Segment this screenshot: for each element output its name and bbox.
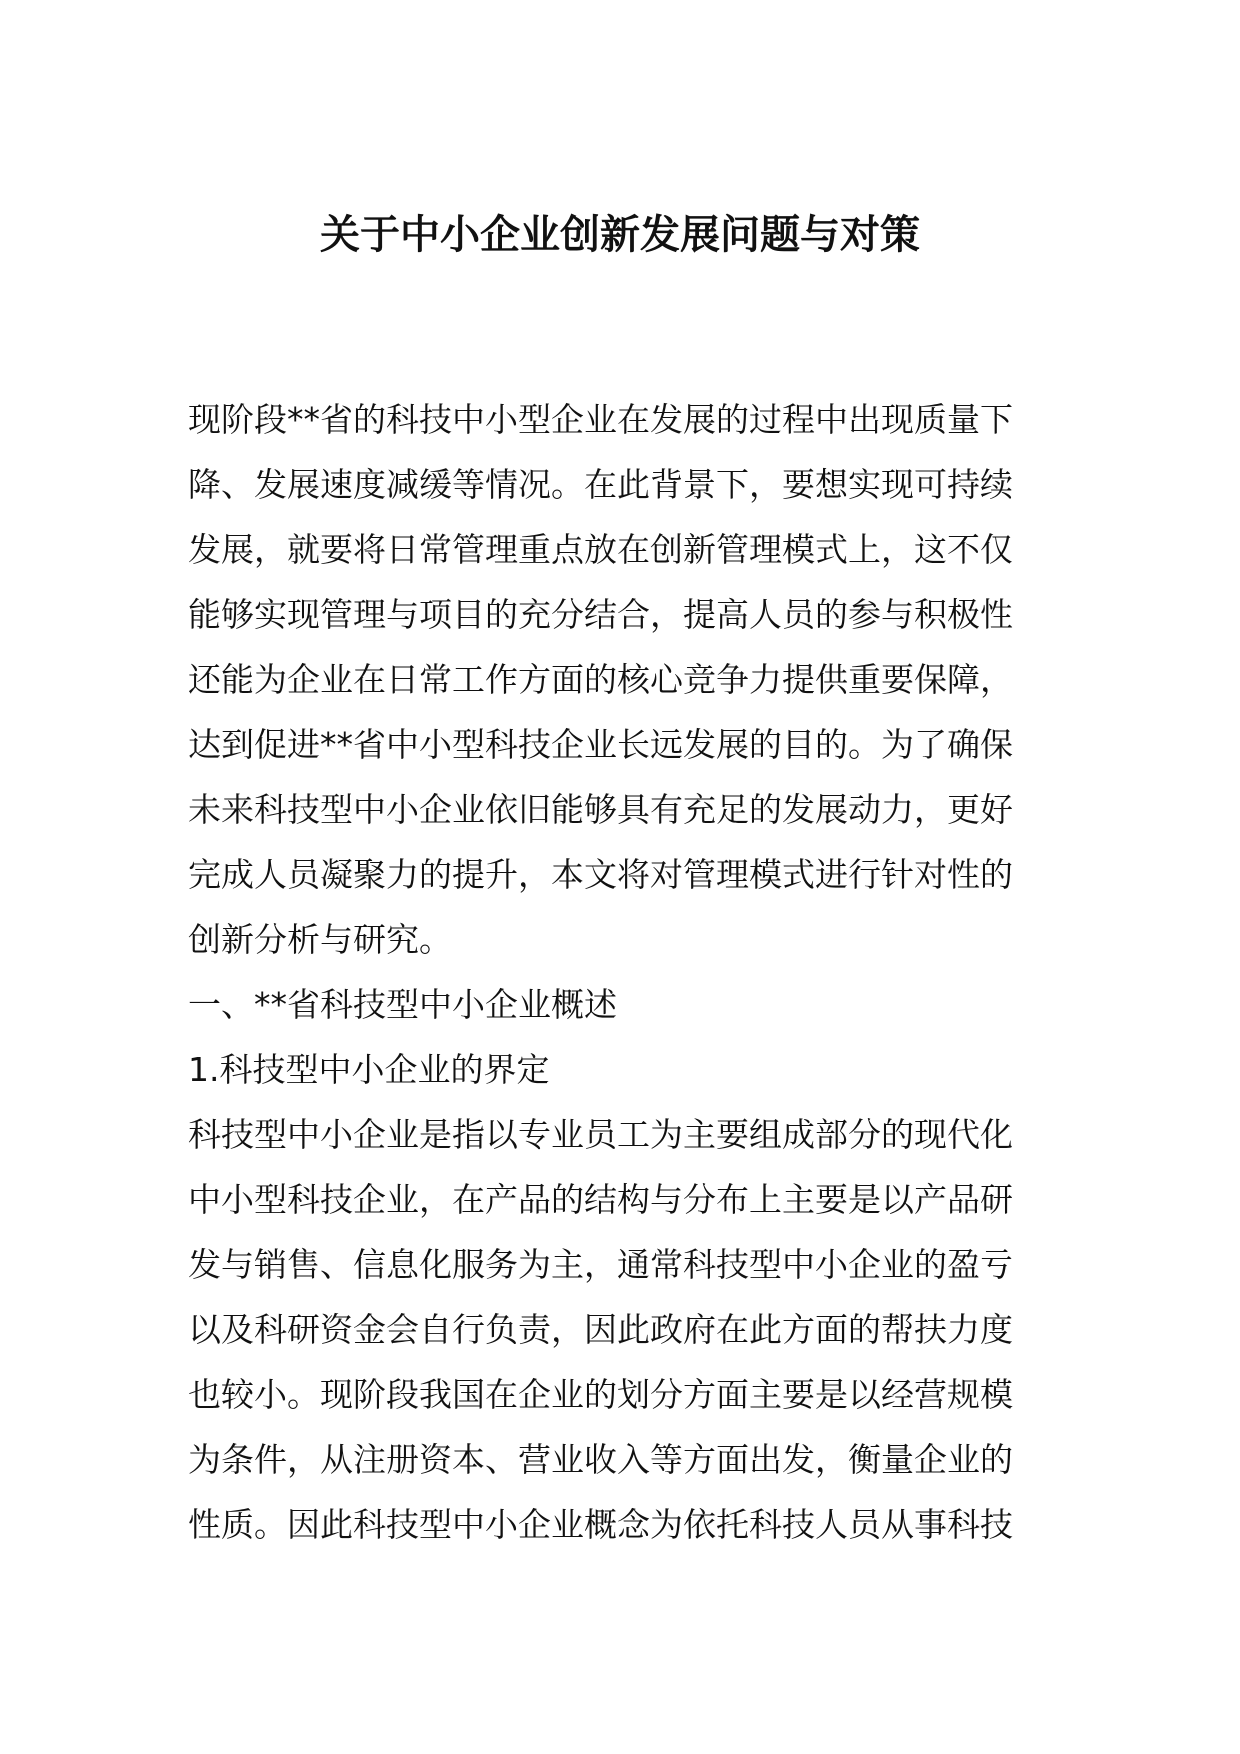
body-line: 性质。因此科技型中小企业概念为依托科技人员从事科技	[188, 1505, 1013, 1544]
body-line: 达到促进**省中小型科技企业长远发展的目的。为了确保	[188, 725, 1013, 764]
subsection-heading: 1.科技型中小企业的界定	[188, 1050, 550, 1089]
body-line: 中小型科技企业，在产品的结构与分布上主要是以产品研	[188, 1180, 1013, 1219]
body-line: 以及科研资金会自行负责，因此政府在此方面的帮扶力度	[188, 1310, 1013, 1349]
body-line: 降、发展速度减缓等情况。在此背景下，要想实现可持续	[188, 465, 1013, 504]
document-title: 关于中小企业创新发展问题与对策	[320, 212, 920, 258]
section-heading: 一、**省科技型中小企业概述	[188, 985, 617, 1024]
body-line: 发与销售、信息化服务为主，通常科技型中小企业的盈亏	[188, 1245, 1013, 1284]
document-body	[188, 387, 1058, 1557]
body-line: 发展，就要将日常管理重点放在创新管理模式上，这不仅	[188, 530, 1013, 569]
body-line: 创新分析与研究。	[188, 920, 452, 959]
body-line: 完成人员凝聚力的提升，本文将对管理模式进行针对性的	[188, 855, 1013, 894]
body-line: 还能为企业在日常工作方面的核心竞争力提供重要保障，	[188, 660, 1013, 699]
body-line: 也较小。现阶段我国在企业的划分方面主要是以经营规模	[188, 1375, 1013, 1414]
body-line: 科技型中小企业是指以专业员工为主要组成部分的现代化	[188, 1115, 1013, 1154]
body-line: 现阶段**省的科技中小型企业在发展的过程中出现质量下	[188, 400, 1013, 439]
body-line: 未来科技型中小企业依旧能够具有充足的发展动力，更好	[188, 790, 1013, 829]
body-line: 为条件，从注册资本、营业收入等方面出发，衡量企业的	[188, 1440, 1013, 1479]
body-line: 能够实现管理与项目的充分结合，提高人员的参与积极性	[188, 595, 1013, 634]
